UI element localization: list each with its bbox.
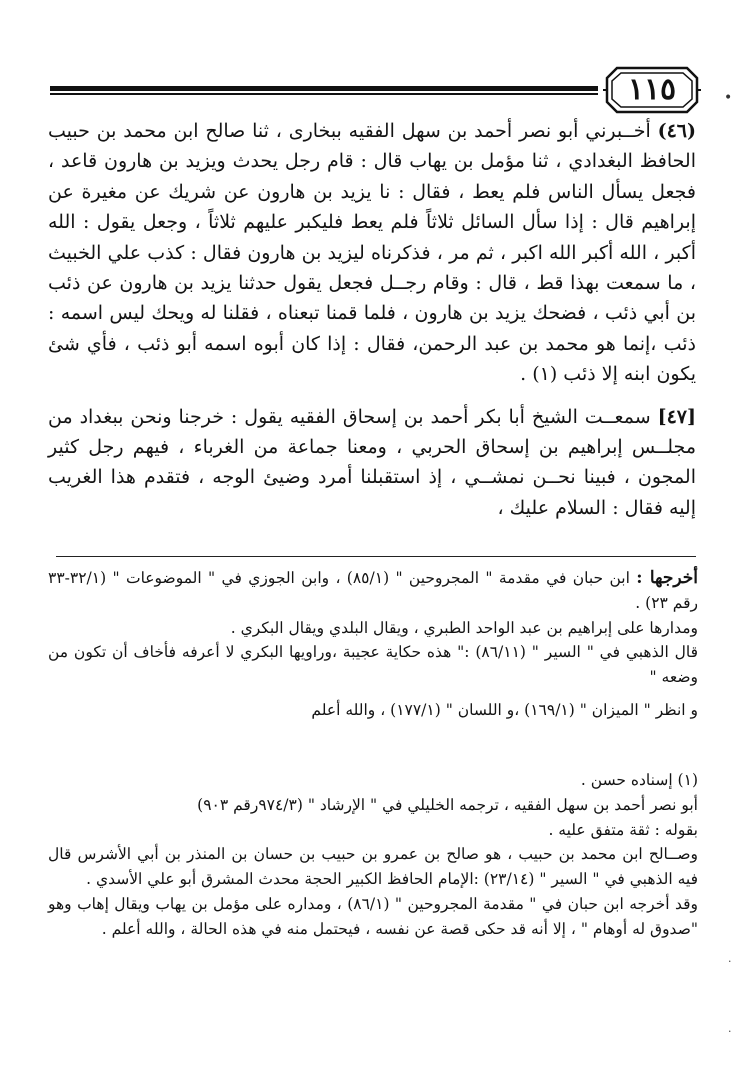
margin-mark-icon: ·	[728, 955, 732, 968]
edge-mark-icon: •	[724, 90, 733, 106]
page-number-badge	[603, 64, 701, 116]
margin-mark-icon: ·	[728, 1025, 732, 1038]
paragraph-text: سمعــت الشيخ أبا بكر أحمد بن إسحاق الفقيه يقول : خرجنا ونحن ببغداد من مجلــس إبراهيم بن إسحاق الحربي ، ومعنا جماعة من الغرباء ، فيهم رجل كثير المجون ، فبينا نحــن نمشــي ، إذ استقبلنا أمرد وضيئ الوجه ، فتقدم هذا الغريب إليه فقال : السلام عليك ،	[48, 405, 696, 519]
paragraph-text: أخــبرني أبو نصر أحمد بن سهل الفقيه ببخارى ، ثنا صالح ابن محمد بن حبيب الحافظ البغدادي ، ثنا مؤمل بن يهاب قال : قام رجل يحدث ويزيد بن هارون قاعد ، فجعل يسأل الناس فلم يعط ، فقال : نا يزيد بن هارون عن شريك عن مغيرة عن إبراهيم قال : إذا سأل السائل ثلاثاً فلم يعط فليكبر عليهم ثلاثاً ، وجعل يقول : الله أكبر ، الله أكبر الله اكبر ، ثم مر ، فذكرناه ليزيد بن هارون فقال : كذب علي الخبيث ، ما سمعت بهذا قط ، قال : وقام رجــل فجعل يقول حدثنا يزيد بن هارون عن ذئب بن أبي ذئب ، فضحك يزيد بن هارون ، فلما قمنا تبعناه ، فقلنا له ويحك ليس اسمه : ذئب ،إنما هو محمد بن عبد الرحمن، فقال : إذا كان أبوه اسمه أبو ذئب ، فأي شئ يكون ابنه إلا ذئب (١) .	[48, 120, 696, 386]
paragraph-46	[48, 116, 696, 390]
takhrij-line	[48, 566, 698, 616]
footnote-1	[48, 768, 698, 942]
takhrij-footnote	[48, 566, 698, 723]
paragraph-47	[48, 402, 696, 524]
takhrij-label: أخرجها :	[636, 568, 698, 588]
takhrij-line: قال الذهبي في " السير " (٨٦/١١) :" هذه حكاية عجيبة ،وراويها البكري لا أعرفه فأخاف أن تكون من وضعه "	[48, 643, 698, 687]
takhrij-line: ومدارها على إبراهيم بن عبد الواحد الطبري ، ويقال البلدي ويقال البكري .	[230, 618, 698, 637]
header-rule	[50, 86, 598, 95]
footnote-separator	[56, 556, 696, 557]
page-number: ١١٥	[627, 72, 677, 107]
takhrij-line: و انظر " الميزان " (١٦٩/١) ،و اللسان " (١٧٧/١) ، والله أعلم	[311, 700, 698, 719]
footnote-line: أبو نصر أحمد بن سهل الفقيه ، ترجمه الخليلي في " الإرشاد " (٩٧٤/٣رقم ٩٠٣)	[197, 795, 698, 814]
paragraph-number: (٤٦)	[657, 120, 696, 142]
footnote-line: وصــالح ابن محمد بن حبيب ، هو صالح بن عمرو بن حبيب بن حسان بن المنذر بن أبي الأشرس قال فيه الذهبي في " السير " (٢٣/١٤) :الإمام الحافظ الكبير الحجة محدث المشرق أبو علي الأسدي .	[48, 845, 698, 889]
footnote-line: وقد أخرجه ابن حبان في " مقدمة المجروحين " (٨٦/١) ، ومداره على مؤمل بن يهاب ويقال إهاب وهو "صدوق له أوهام " ، إلا أنه قد حكى قصة عن نفسه ، فيحتمل منه في هذه الحالة ، والله أعلم .	[48, 894, 698, 938]
paragraph-number: [٤٧]	[657, 405, 696, 428]
footnote-line: بقوله : ثقة متفق عليه .	[548, 820, 698, 839]
takhrij-text: ابن حبان في مقدمة " المجروحين " (٨٥/١) ، وابن الجوزي في " الموضوعات " (٣٢/١-٣٣ رقم ٢٣) .	[48, 569, 698, 612]
main-text	[48, 116, 696, 523]
footnote-line: (١) إسناده حسن .	[580, 771, 698, 789]
